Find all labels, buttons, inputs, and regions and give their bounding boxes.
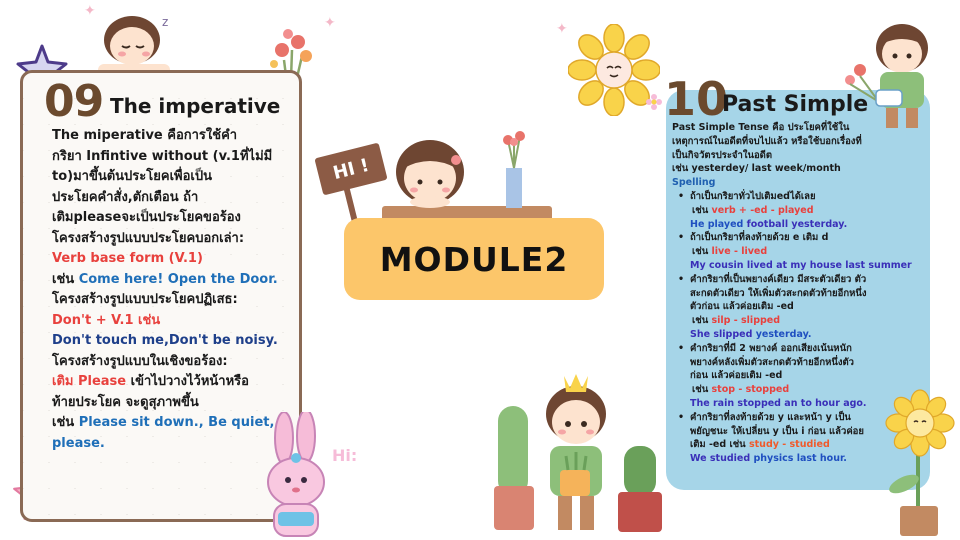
text-segment: เช่น	[692, 384, 712, 396]
text-line	[672, 314, 928, 328]
text-segment: ถ้าเป็นกริยาที่ลงท้ายด้วย e เติม d	[690, 232, 829, 244]
text-segment: Please sit down., Be quiet,	[78, 415, 275, 430]
lesson-title: The imperative	[110, 94, 281, 118]
text-segment: กริยา Infintive without (v.1ที่ไม่มี	[52, 148, 273, 164]
text-line	[672, 328, 928, 342]
bullet-item	[672, 273, 928, 287]
lesson-number: 09	[44, 76, 104, 127]
text-segment: physics last hour.	[753, 453, 847, 465]
text-line	[672, 218, 928, 232]
sleeping-girl-illustration	[92, 10, 178, 76]
text-segment: ก่อน แล้วค่อยเติม -ed	[690, 370, 783, 382]
text-line	[672, 135, 928, 149]
text-segment: โครงสร้างรูปแบบในเชิงขอร้อง:	[52, 353, 228, 369]
text-segment: สะกดตัวเดียว ให้เพิ่มตัวสะกดตัวท้ายอีกหนึ่ง	[690, 287, 867, 299]
text-segment: yesterday.	[755, 328, 812, 340]
text-segment: เติมpleaseจะเป็นประโยคขอร้อง	[52, 210, 241, 225]
text-line	[52, 229, 292, 250]
bullet-item	[672, 190, 928, 204]
text-segment: เช่น	[692, 246, 712, 258]
text-segment: โครงสร้างรูปแบบประโยคบอกเล่า:	[52, 230, 245, 246]
text-line	[52, 147, 292, 168]
text-line	[52, 167, 292, 188]
text-line	[672, 204, 928, 218]
text-line	[52, 249, 292, 270]
text-segment: เช่น	[52, 271, 79, 287]
text-segment: เช่น	[692, 315, 712, 327]
text-segment: Come here! Open the Door.	[78, 271, 278, 287]
text-line	[52, 188, 292, 209]
text-segment: พยัญชนะ ให้เปลี่ยน y เป็น i ก่อน แล้วค่อย	[690, 425, 864, 437]
text-line	[672, 149, 928, 163]
girl-at-desk-illustration	[382, 128, 552, 224]
text-segment: เข้าไปวางไว้หน้าหรือ	[126, 374, 249, 389]
text-segment: ประโยคคำสั่ง,ตักเตือน ถ้า	[52, 189, 199, 205]
text-line	[52, 290, 292, 311]
text-segment: stop - stopped	[711, 384, 790, 396]
text-segment: Past Simple Tense คือ ประโยคที่ใช้ใน	[672, 122, 850, 133]
lesson-number: 10	[664, 72, 729, 126]
text-segment: เป็นกิจวัตรประจำในอดีต	[672, 149, 773, 161]
lesson-title: Past Simple	[722, 92, 869, 117]
text-segment: study - studied	[748, 439, 830, 451]
text-line	[672, 287, 928, 301]
module-title: MODULE2	[379, 239, 569, 279]
text-segment: The miperative คือการใช้คำ	[52, 128, 238, 143]
bunny-illustration	[256, 412, 336, 538]
small-flower-icon	[646, 94, 662, 110]
text-line	[672, 369, 928, 383]
text-line	[672, 259, 928, 273]
text-segment: verb + -ed - played	[711, 204, 814, 216]
text-segment: please.	[52, 435, 105, 451]
hi-doodle: Hi:	[332, 446, 358, 465]
text-line	[52, 311, 292, 332]
sparkle-icon: ✦	[556, 20, 568, 36]
text-segment: เช่น yesterdey/ last week/month	[672, 163, 841, 175]
text-line	[52, 372, 292, 393]
text-segment: เติม Please	[52, 374, 127, 389]
sparkle-icon: ✦	[84, 2, 96, 18]
text-segment: เช่น	[52, 415, 79, 430]
bullet-item	[672, 231, 928, 245]
text-line	[52, 126, 292, 147]
text-segment: Spelling	[672, 177, 716, 189]
text-segment: My cousin lived at my house last summer	[690, 259, 912, 271]
text-line	[52, 331, 292, 352]
text-segment: to)มาขึ้นต้นประโยคเพื่อเป็น	[52, 169, 212, 184]
imperative-content	[52, 126, 292, 454]
boy-with-flowers-illustration	[840, 14, 958, 134]
boy-with-plants-illustration	[484, 366, 668, 540]
text-line	[52, 208, 292, 229]
text-segment: เติม -ed เช่น	[690, 439, 749, 451]
text-segment: He played	[690, 218, 747, 230]
text-segment: ถ้าเป็นกริยาทั่วไปเติมedได้เลย	[690, 190, 816, 202]
text-segment: live - lived	[711, 246, 768, 258]
text-segment: Don't touch me,Don't be noisy.	[52, 333, 278, 348]
text-segment: เหตุการณ์ในอดีตที่จบไปแล้ว หรือใช้บอกเรื่องที่	[672, 135, 862, 147]
text-line	[52, 352, 292, 373]
potted-sunflower-illustration	[878, 388, 960, 538]
text-segment: football yesterday.	[746, 218, 848, 230]
text-segment: ท้ายประโยค จะดูสุภาพขึ้น	[52, 394, 199, 410]
text-segment: คำกริยาที่เป็นพยางค์เดียว มีสระตัวเดียว ตัว	[690, 273, 867, 285]
text-segment: She slipped	[690, 328, 756, 340]
text-segment: The rain stopped an to hour ago.	[690, 397, 867, 409]
text-segment: คำกริยาที่ลงท้ายด้วย y และหน้า y เป็น	[690, 411, 851, 423]
svg-text:z: z	[162, 15, 169, 29]
bullet-item	[672, 342, 928, 356]
text-line	[672, 245, 928, 259]
text-segment: Verb base form (V.1)	[52, 251, 203, 266]
sparkle-icon: ✦	[324, 14, 336, 30]
text-segment: คำกริยาที่มี 2 พยางค์ ออกเสียงเน้นหนัก	[690, 342, 852, 354]
module-banner	[344, 218, 604, 300]
text-line	[52, 393, 292, 414]
text-segment: เช่น	[692, 204, 712, 216]
text-segment: silp - slipped	[711, 315, 781, 327]
text-line	[672, 300, 928, 314]
text-line	[672, 162, 928, 176]
text-segment: พยางค์หลังเพิ่มตัวสะกดตัวท้ายอีกหนึ่งตัว	[690, 356, 855, 368]
text-segment: We studied	[690, 453, 754, 465]
text-segment: Don't + V.1 เช่น	[52, 312, 161, 328]
text-line	[672, 176, 928, 190]
text-segment: โครงสร้างรูปแบบประโยคปฏิเสธ:	[52, 292, 238, 307]
text-line	[52, 270, 292, 291]
hi-sign: HI !	[314, 143, 387, 196]
text-line	[672, 356, 928, 370]
text-segment: ตัวก่อน แล้วค่อยเติม -ed	[690, 301, 794, 313]
